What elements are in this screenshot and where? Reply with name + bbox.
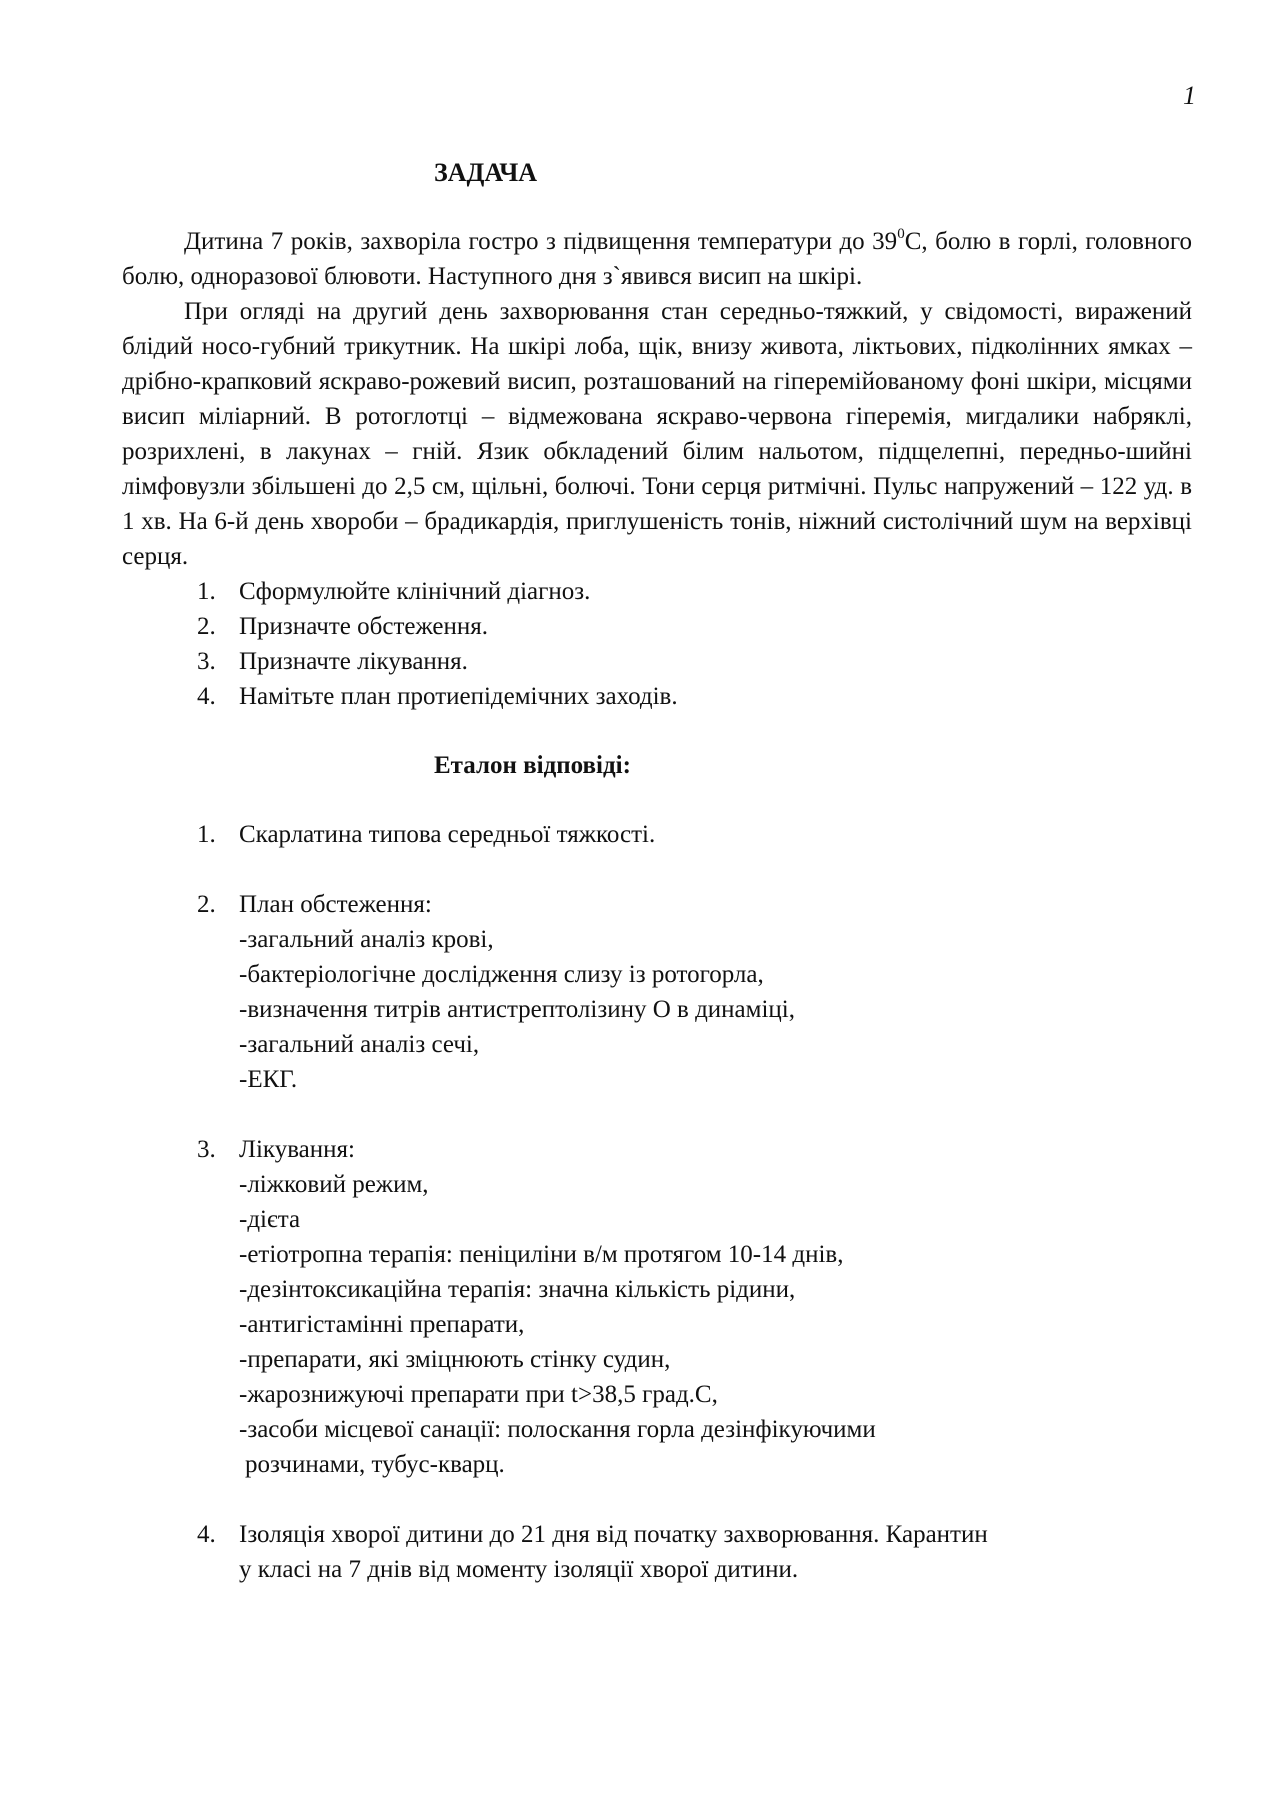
task-title: ЗАДАЧА (434, 158, 538, 187)
exam-line: -визначення титрів антистрептолізину О в динаміці, (239, 996, 795, 1023)
treatment-line: -ліжковий режим, (239, 1171, 429, 1198)
question-text: Сформулюйте клінічний діагноз. (239, 578, 591, 605)
question-item (122, 609, 1192, 644)
answer-4 (122, 1517, 1192, 1587)
exam-line: -загальний аналіз крові, (239, 926, 494, 953)
exam-line: -бактеріологічне дослідження слизу із ротогорла, (239, 961, 764, 988)
exam-line: -загальний аналіз сечі, (239, 1031, 480, 1058)
page-number: 1 (1183, 81, 1196, 110)
answer-3 (122, 1132, 1192, 1482)
answer-text: у класі на 7 днів від моменту ізоляції хворої дитини. (239, 1556, 799, 1583)
question-text: Призначте обстеження. (239, 613, 489, 640)
answer-number: 1. (197, 821, 216, 848)
question-text: Призначте лікування. (239, 648, 468, 675)
question-text: Намітьте план протиепідемічних заходів. (239, 683, 678, 710)
answer-heading: Лікування: (239, 1136, 355, 1163)
exam-line: -ЕКГ. (239, 1066, 298, 1093)
document-body (122, 155, 1192, 1622)
answer-heading: План обстеження: (239, 891, 432, 918)
treatment-line: -етіотропна терапія: пеніциліни в/м протягом 10-14 днів, (239, 1241, 844, 1268)
question-number: 4. (197, 683, 216, 710)
question-number: 3. (197, 648, 216, 675)
treatment-line: -засоби місцевої санації: полоскання горла дезінфікуючими (239, 1416, 876, 1443)
treatment-line: розчинами, тубус-кварц. (245, 1451, 505, 1478)
treatment-line: -препарати, які зміцнюють стінку судин, (239, 1346, 671, 1373)
question-item (122, 574, 1192, 609)
question-list (122, 574, 1192, 714)
case-paragraph-2: При огляді на другий день захворювання стан середньо-тяжкий, у свідомості, виражений блідий носо-губний трикутник. На шкірі лоба, щік, внизу живота, ліктьових, підколінних ямках – дрібно-крапковий яскраво-рожевий висип, розташований на гіперемійованому фоні шкіри, місцями висип міліарний. В ротоглотці – відмежована яскраво-червона гіперемія, мигдалики набряклі, розрихлені, в лакунах – гній. Язик обкладений білим нальотом, підщелепні, передньо-шийні лімфовузли збільшені до 2,5 см, щільні, болючі. Тони серця ритмічні. Пульс напружений – 122 уд. в 1 хв. На 6-й день хвороби – брадикардія, приглушеність тонів, ніжний систолічний шум на верхівці серця. (122, 298, 1192, 570)
answer-title: Еталон відповіді: (434, 752, 631, 779)
degree-superscript: 0 (897, 226, 905, 242)
case-text-1a: Дитина 7 років, захворіла гостро з підвищення температури до 39 (184, 228, 898, 255)
answer-number: 2. (197, 891, 216, 918)
answer-text: Скарлатина типова середньої тяжкості. (239, 821, 656, 848)
answer-number: 4. (197, 1521, 216, 1548)
answer-text: Ізоляція хворої дитини до 21 дня від початку захворювання. Карантин (239, 1521, 988, 1548)
treatment-line: -антигістамінні препарати, (239, 1311, 525, 1338)
question-number: 2. (197, 613, 216, 640)
case-text-1b: С, болю в горлі, головного болю, одноразової блювоти. Наступного дня з`явився висип на шкірі. (122, 228, 1192, 290)
answer-number: 3. (197, 1136, 216, 1163)
treatment-line: -дієта (239, 1206, 301, 1233)
question-number: 1. (197, 578, 216, 605)
question-item (122, 679, 1192, 714)
question-item (122, 644, 1192, 679)
case-paragraph-1 (122, 224, 1192, 294)
treatment-line: -дезінтоксикаційна терапія: значна кількість рідини, (239, 1276, 796, 1303)
answer-1 (122, 817, 1192, 852)
treatment-line: -жарознижуючі препарати при t>38,5 град.С, (239, 1381, 718, 1408)
answer-2 (122, 887, 1192, 1097)
